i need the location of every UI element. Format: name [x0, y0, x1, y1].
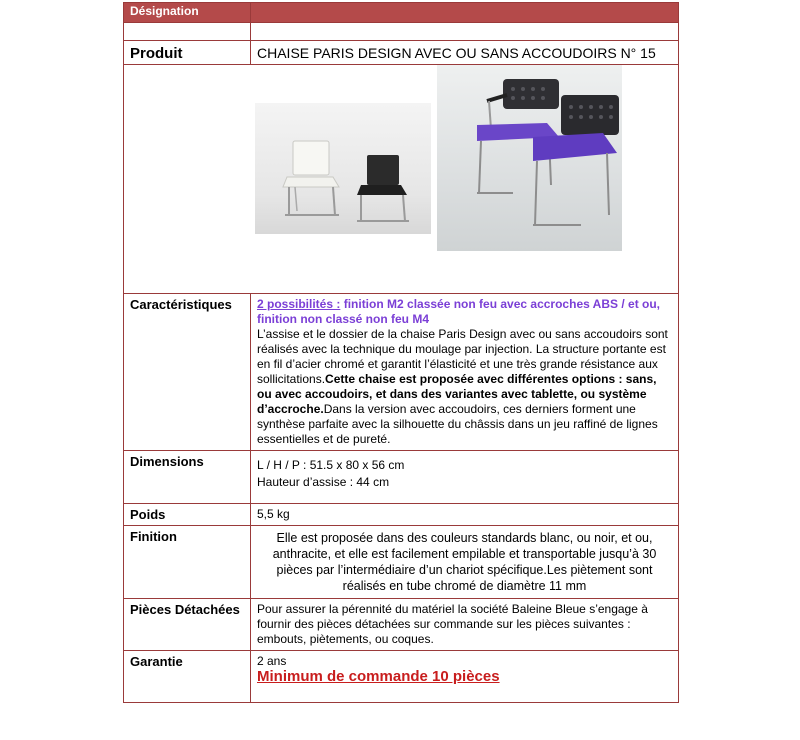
finish-row — [124, 526, 679, 599]
warranty-value — [251, 651, 679, 703]
spare-parts-label: Pièces Détachées — [124, 599, 251, 651]
warranty-duration: 2 ans — [257, 654, 287, 668]
product-label: Produit — [124, 41, 251, 65]
product-name: CHAISE PARIS DESIGN AVEC OU SANS ACCOUDOIRS N° 15 — [251, 41, 679, 65]
description-part-2: Dans la version avec accoudoirs, ces derniers forment une synthèse parfaite avec la silhouette du châssis dans un jeu raffiné de lignes essentielles et de pureté. — [257, 402, 658, 446]
designation-header: Désignation — [124, 3, 251, 23]
header-blank-cell — [251, 3, 679, 23]
product-photos — [124, 65, 678, 293]
header-row — [124, 3, 679, 23]
finish-label: Finition — [124, 526, 251, 599]
product-sheet — [123, 2, 678, 703]
characteristics-value — [251, 294, 679, 451]
weight-row — [124, 504, 679, 526]
dimensions-label: Dimensions — [124, 451, 251, 504]
description-part-1: L’assise et le dossier de la chaise Paris Design avec ou sans accoudoirs sont réalisés avec la technique du moulage par injection. La structure portante est en fil d’acier chromé et garantit l’élasticité et une très grande résistance aux sollicitations. — [257, 327, 668, 386]
chair-photo-pair — [255, 103, 431, 234]
options-prefix: 2 possibilités : — [257, 297, 341, 311]
options-text: 2 possibilités : finition M2 classée non feu avec accroches ABS / et ou, finition non classé non feu M4 — [257, 297, 661, 326]
dimensions-line-2: Hauteur d’assise : 44 cm — [257, 475, 390, 489]
warranty-row — [124, 651, 679, 703]
spacer-row — [124, 23, 679, 41]
dimensions-line-1: L / H / P : 51.5 x 80 x 56 cm — [257, 458, 405, 472]
weight-value: 5,5 kg — [251, 504, 679, 526]
spare-parts-value: Pour assurer la pérennité du matériel la société Baleine Bleue s’engage à fournir des pièces détachées sur commande sur les pièces suivantes : embouts, piètements, ou coques. — [251, 599, 679, 651]
chair-photo-purple — [437, 65, 622, 251]
product-row — [124, 41, 679, 65]
spare-parts-row — [124, 599, 679, 651]
characteristics-row — [124, 294, 679, 451]
spec-table — [123, 2, 679, 703]
minimum-order-notice: Minimum de commande 10 pièces — [257, 668, 500, 685]
weight-label: Poids — [124, 504, 251, 526]
description-bold: Cette chaise est proposée avec différentes options : sans, ou avec accoudoirs, et dans des variantes avec tablette, ou système d’accroche. — [257, 372, 657, 416]
warranty-label: Garantie — [124, 651, 251, 703]
finish-value: Elle est proposée dans des couleurs standards blanc, ou noir, et ou, anthracite, et elle est facilement empilable et transportable jusqu’à 30 pièces par l’intermédiaire d’un chariot spécifique.Les piètement sont réalisés en tube chromé de diamètre 11 mm — [251, 526, 679, 599]
photo-row — [124, 65, 679, 294]
characteristics-label: Caractéristiques — [124, 294, 251, 451]
dimensions-row — [124, 451, 679, 504]
dimensions-value — [251, 451, 679, 504]
